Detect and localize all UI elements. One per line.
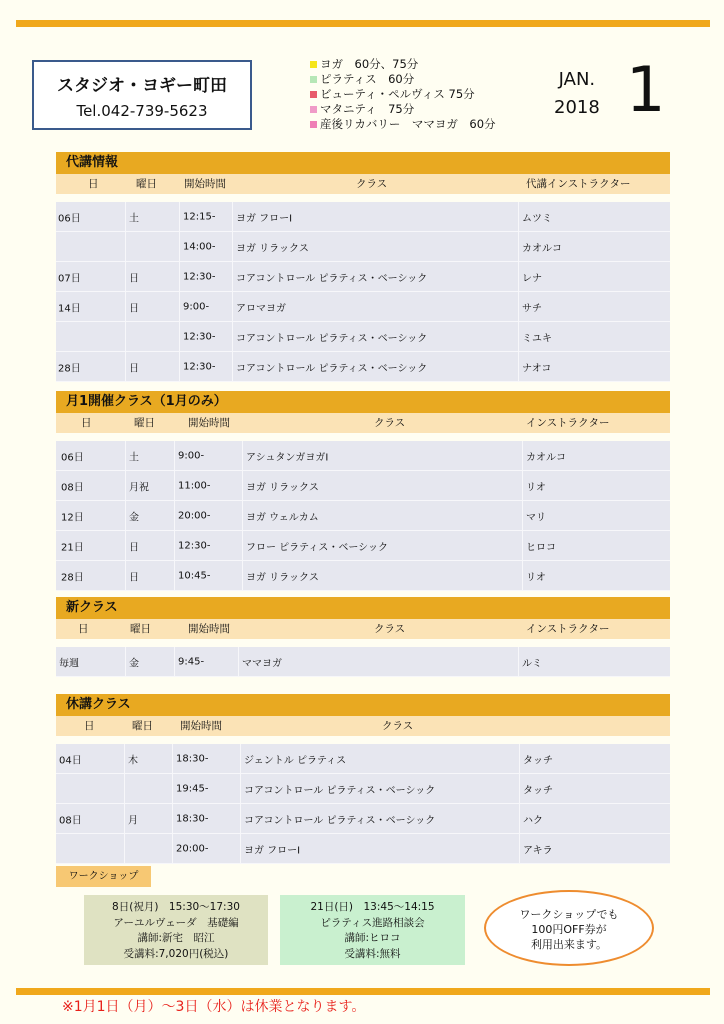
header-day: 日: [88, 178, 99, 190]
cell-class: コアコントロール ピラティス・ベーシック: [236, 273, 428, 284]
table-body: [56, 647, 670, 677]
workshop-teacher: 講師:新宅 昭江: [137, 932, 215, 944]
table-row: [56, 202, 670, 232]
cell-start: 20:00-: [178, 510, 211, 521]
column-divider: [232, 202, 233, 231]
header-class: クラス: [374, 417, 406, 429]
cell-start: 19:45-: [176, 783, 209, 794]
column-divider: [518, 232, 519, 261]
column-divider: [125, 322, 126, 351]
cell-start: 12:15-: [183, 211, 216, 222]
column-divider: [125, 262, 126, 291]
column-divider: [124, 744, 125, 773]
cell-day: 14日: [58, 303, 81, 314]
column-divider: [232, 322, 233, 351]
column-divider: [172, 804, 173, 833]
cell-day: 21日: [61, 542, 84, 553]
cell-class: アシュタンガヨガⅠ: [246, 452, 329, 463]
header-day: 日: [81, 417, 92, 429]
legend-item: [310, 72, 496, 87]
cell-class: コアコントロール ピラティス・ベーシック: [236, 333, 428, 344]
cell-instructor: ミユキ: [522, 333, 552, 344]
column-divider: [179, 322, 180, 351]
legend-color-swatch: [310, 91, 317, 98]
closure-notice: ※1月1日（月）～3日（水）は休業となります。: [62, 999, 366, 1015]
cell-weekday: 日: [129, 572, 139, 583]
cell-class: フロー ピラティス・ベーシック: [246, 542, 388, 553]
column-divider: [522, 561, 523, 590]
header-weekday: 曜日: [132, 720, 153, 732]
cell-day: 06日: [61, 452, 84, 463]
column-divider: [125, 232, 126, 261]
table-body: [56, 202, 670, 382]
table-header: [56, 174, 670, 194]
column-divider: [125, 647, 126, 676]
legend-color-swatch: [310, 61, 317, 68]
workshop-teacher: 講師:ヒロコ: [344, 932, 401, 944]
cell-instructor: ハク: [523, 815, 543, 826]
studio-phone: Tel.042-739-5623: [76, 102, 208, 120]
header-start: 開始時間: [180, 720, 222, 732]
cell-class: コアコントロール ピラティス・ベーシック: [244, 785, 436, 796]
column-divider: [174, 501, 175, 530]
cell-instructor: ルミ: [522, 658, 542, 669]
header-instructor: インストラクター: [526, 417, 610, 429]
header-start: 開始時間: [184, 178, 226, 190]
cell-instructor: アキラ: [523, 845, 553, 856]
cell-day: 毎週: [59, 658, 79, 669]
legend-label: ヨガ 60分、75分: [320, 57, 419, 71]
column-divider: [242, 441, 243, 470]
cell-weekday: 金: [129, 658, 139, 669]
column-divider: [519, 774, 520, 803]
cell-start: 14:00-: [183, 241, 216, 252]
cell-instructor: カオルコ: [526, 452, 566, 463]
studio-name: スタジオ・ヨギー町田: [57, 76, 227, 96]
column-divider: [179, 262, 180, 291]
column-divider: [179, 352, 180, 381]
column-divider: [522, 471, 523, 500]
column-divider: [240, 744, 241, 773]
substitute-section: [56, 152, 670, 382]
cell-day: 06日: [58, 213, 81, 224]
cell-start: 12:30-: [183, 331, 216, 342]
column-divider: [125, 292, 126, 321]
table-body: [56, 744, 670, 864]
table-row: [56, 292, 670, 322]
cell-day: 12日: [61, 512, 84, 523]
cell-instructor: レナ: [522, 273, 542, 284]
legend-label: マタニティ 75分: [320, 102, 415, 116]
column-divider: [518, 322, 519, 351]
cell-instructor: ナオコ: [522, 363, 552, 374]
header-instructor: 代講インストラクター: [526, 178, 631, 190]
month-label: JAN.: [558, 69, 596, 90]
cell-class: ヨガ フローⅠ: [236, 213, 293, 224]
date-month-year: [554, 66, 600, 122]
column-divider: [518, 647, 519, 676]
day-number: 1: [626, 53, 666, 126]
column-divider: [522, 531, 523, 560]
table-row: [56, 804, 670, 834]
column-divider: [242, 501, 243, 530]
section-title: 月1開催クラス（1月のみ）: [56, 391, 670, 413]
cell-weekday: 土: [129, 213, 139, 224]
column-divider: [240, 834, 241, 863]
legend-color-swatch: [310, 76, 317, 83]
legend-label: ビューティ・ペルヴィス 75分: [320, 87, 475, 101]
cell-instructor: リオ: [526, 572, 546, 583]
column-divider: [232, 232, 233, 261]
column-divider: [179, 202, 180, 231]
class-type-legend: [310, 57, 496, 132]
column-divider: [518, 352, 519, 381]
workshop-date: 8日(祝月) 15:30～17:30: [112, 901, 240, 913]
workshop-fee: 受講料:7,020円(税込): [123, 947, 229, 960]
column-divider: [232, 352, 233, 381]
cell-weekday: 土: [129, 452, 139, 463]
table-row: [56, 471, 670, 501]
coupon-line: 利用出来ます。: [530, 938, 608, 951]
cell-instructor: ヒロコ: [526, 542, 556, 553]
header-class: クラス: [356, 178, 388, 190]
column-divider: [519, 804, 520, 833]
column-divider: [179, 232, 180, 261]
column-divider: [522, 441, 523, 470]
cell-start: 12:30-: [178, 540, 211, 551]
header-class: クラス: [374, 623, 406, 635]
column-divider: [242, 561, 243, 590]
table-header: [56, 413, 670, 433]
studio-info-box: [32, 60, 252, 130]
column-divider: [519, 744, 520, 773]
cell-start: 9:00-: [178, 450, 205, 461]
cell-weekday: 日: [129, 363, 139, 374]
column-divider: [174, 531, 175, 560]
table-row: [56, 232, 670, 262]
section-title: 代講情報: [56, 152, 670, 174]
column-divider: [232, 262, 233, 291]
cancelled-section: [56, 694, 670, 864]
cell-start: 20:00-: [176, 843, 209, 854]
cell-start: 9:00-: [183, 301, 210, 312]
workshop-date: 21日(日) 13:45～14:15: [310, 901, 435, 913]
column-divider: [125, 471, 126, 500]
header-start: 開始時間: [188, 417, 230, 429]
column-divider: [125, 561, 126, 590]
cell-day: 28日: [61, 572, 84, 583]
header-weekday: 曜日: [134, 417, 155, 429]
column-divider: [172, 774, 173, 803]
cell-start: 18:30-: [176, 813, 209, 824]
header-day: 日: [78, 623, 89, 635]
column-divider: [518, 202, 519, 231]
column-divider: [124, 834, 125, 863]
cell-instructor: リオ: [526, 482, 546, 493]
column-divider: [125, 501, 126, 530]
column-divider: [240, 804, 241, 833]
cell-day: 07日: [58, 273, 81, 284]
workshop-card-ayurveda: [84, 895, 268, 965]
workshop-title: アーユルヴェーダ 基礎編: [113, 916, 239, 929]
cell-class: コアコントロール ピラティス・ベーシック: [236, 363, 428, 374]
column-divider: [174, 441, 175, 470]
cell-weekday: 金: [129, 512, 139, 523]
monthly-section: [56, 391, 670, 591]
cell-instructor: ムツミ: [522, 213, 552, 224]
legend-item: [310, 87, 496, 102]
workshop-card-pilates: [280, 895, 465, 965]
cell-class: ヨガ リラックス: [236, 243, 309, 254]
legend-label: 産後リカバリー ママヨガ 60分: [320, 117, 496, 131]
legend-item: [310, 117, 496, 132]
cell-weekday: 月: [128, 815, 138, 826]
bottom-bar: [16, 988, 710, 995]
table-row: [56, 531, 670, 561]
cell-day: 28日: [58, 363, 81, 374]
header-class: クラス: [382, 720, 414, 732]
cell-day: 04日: [59, 755, 82, 766]
section-title: 休講クラス: [56, 694, 670, 716]
column-divider: [174, 647, 175, 676]
column-divider: [125, 441, 126, 470]
section-title: 新クラス: [56, 597, 670, 619]
column-divider: [125, 531, 126, 560]
cell-class: アロマヨガ: [236, 303, 286, 314]
cell-weekday: 木: [128, 755, 138, 766]
new-class-section: [56, 597, 670, 677]
cell-class: ヨガ リラックス: [246, 482, 319, 493]
table-header: [56, 716, 670, 736]
header-start: 開始時間: [188, 623, 230, 635]
coupon-oval: [484, 890, 654, 966]
table-row: [56, 322, 670, 352]
column-divider: [242, 471, 243, 500]
table-body: [56, 441, 670, 591]
cell-instructor: カオルコ: [522, 243, 562, 254]
legend-label: ピラティス 60分: [320, 72, 415, 86]
cell-weekday: 日: [129, 273, 139, 284]
legend-color-swatch: [310, 121, 317, 128]
cell-class: ジェントル ピラティス: [244, 755, 347, 766]
column-divider: [232, 292, 233, 321]
cell-start: 9:45-: [178, 656, 205, 667]
cell-class: ヨガ リラックス: [246, 572, 319, 583]
cell-start: 18:30-: [176, 753, 209, 764]
cell-class: ヨガ フローⅠ: [244, 845, 301, 856]
workshop-fee: 受講料:無料: [344, 947, 401, 960]
table-row: [56, 501, 670, 531]
cell-day: 08日: [61, 482, 84, 493]
column-divider: [125, 352, 126, 381]
cell-weekday: 日: [129, 303, 139, 314]
workshop-label: ワークショップ: [56, 866, 151, 887]
cell-weekday: 月祝: [129, 482, 149, 493]
column-divider: [242, 531, 243, 560]
cell-day: 08日: [59, 815, 82, 826]
year-label: 2018: [554, 97, 600, 118]
column-divider: [240, 774, 241, 803]
cell-instructor: タッチ: [523, 785, 553, 796]
cell-start: 12:30-: [183, 361, 216, 372]
column-divider: [519, 834, 520, 863]
column-divider: [172, 744, 173, 773]
table-row: [56, 744, 670, 774]
column-divider: [179, 292, 180, 321]
top-bar: [16, 20, 710, 27]
column-divider: [518, 292, 519, 321]
header-weekday: 曜日: [130, 623, 151, 635]
table-header: [56, 619, 670, 639]
table-row: [56, 834, 670, 864]
cell-class: コアコントロール ピラティス・ベーシック: [244, 815, 436, 826]
cell-start: 12:30-: [183, 271, 216, 282]
column-divider: [174, 471, 175, 500]
column-divider: [125, 202, 126, 231]
cell-class: ヨガ ウェルカム: [246, 512, 319, 523]
column-divider: [172, 834, 173, 863]
header-instructor: インストラクター: [526, 623, 610, 635]
legend-item: [310, 102, 496, 117]
coupon-line: ワークショップでも: [519, 908, 619, 921]
cell-instructor: サチ: [522, 303, 542, 314]
column-divider: [522, 501, 523, 530]
workshop-title: ピラティス進路相談会: [320, 916, 425, 929]
table-row: [56, 647, 670, 677]
cell-class: ママヨガ: [242, 658, 282, 669]
cell-start: 10:45-: [178, 570, 211, 581]
table-row: [56, 441, 670, 471]
table-row: [56, 262, 670, 292]
cell-weekday: 日: [129, 542, 139, 553]
column-divider: [174, 561, 175, 590]
column-divider: [238, 647, 239, 676]
table-row: [56, 774, 670, 804]
table-row: [56, 561, 670, 591]
column-divider: [124, 774, 125, 803]
column-divider: [124, 804, 125, 833]
cell-start: 11:00-: [178, 480, 211, 491]
column-divider: [518, 262, 519, 291]
legend-color-swatch: [310, 106, 317, 113]
coupon-line: 100円OFF券が: [531, 923, 607, 936]
table-row: [56, 352, 670, 382]
cell-instructor: タッチ: [523, 755, 553, 766]
legend-item: [310, 57, 496, 72]
header-weekday: 曜日: [136, 178, 157, 190]
cell-instructor: マリ: [526, 512, 546, 523]
header-day: 日: [84, 720, 95, 732]
